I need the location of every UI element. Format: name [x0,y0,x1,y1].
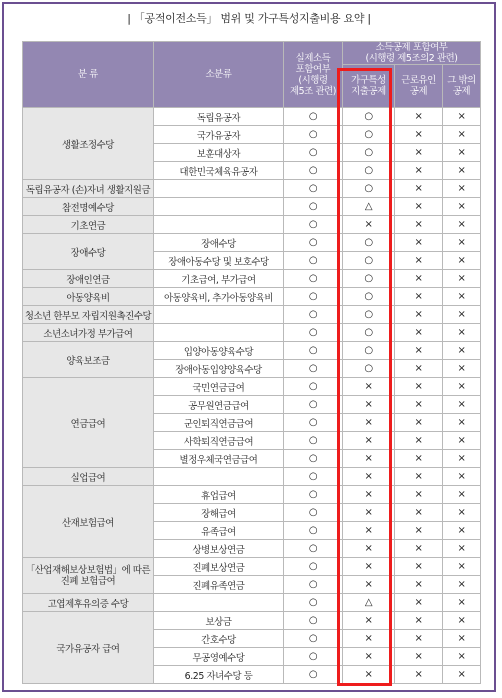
earned-cell: × [395,306,443,324]
category-cell: 청소년 한부모 자립지원촉진수당 [23,306,154,324]
other-cell: × [443,468,481,486]
subcategory-cell: 사학퇴직연금급여 [154,432,284,450]
earned-cell: × [395,648,443,666]
subcategory-cell: 국가유공자 [154,126,284,144]
actual-income-cell: ○ [284,162,343,180]
table-row [23,342,481,360]
category-cell: 아동양육비 [23,288,154,306]
household-cell: × [343,414,395,432]
other-cell: × [443,270,481,288]
household-cell: ○ [343,252,395,270]
subcategory-cell: 대한민국체육유공자 [154,162,284,180]
actual-income-cell: ○ [284,126,343,144]
actual-income-cell: ○ [284,468,343,486]
subcategory-cell [154,594,284,612]
table-row [23,198,481,216]
actual-income-cell: ○ [284,324,343,342]
other-cell: × [443,396,481,414]
header-subcategory: 소분류 [154,42,284,108]
household-cell: ○ [343,288,395,306]
category-cell: 연금급여 [23,378,154,468]
subcategory-cell: 장애수당 [154,234,284,252]
household-cell: × [343,648,395,666]
table-row [23,594,481,612]
earned-cell: × [395,234,443,252]
earned-cell: × [395,180,443,198]
earned-cell: × [395,378,443,396]
other-cell: × [443,144,481,162]
table-row [23,324,481,342]
actual-income-cell: ○ [284,306,343,324]
household-cell: ○ [343,162,395,180]
household-cell: × [343,558,395,576]
subcategory-cell: 장애아동입양양육수당 [154,360,284,378]
household-cell: ○ [343,234,395,252]
household-cell: × [343,216,395,234]
actual-income-cell: ○ [284,234,343,252]
subcategory-cell: 군인퇴직연금급여 [154,414,284,432]
earned-cell: × [395,468,443,486]
subcategory-cell: 보상금 [154,612,284,630]
earned-cell: × [395,540,443,558]
household-cell: ○ [343,306,395,324]
actual-income-cell: ○ [284,612,343,630]
subcategory-cell: 국민연금급여 [154,378,284,396]
subcategory-cell [154,306,284,324]
earned-cell: × [395,252,443,270]
other-cell: × [443,252,481,270]
subcategory-cell: 별정우체국연금급여 [154,450,284,468]
household-cell: × [343,612,395,630]
table-row [23,180,481,198]
household-cell: ○ [343,108,395,126]
household-cell: × [343,378,395,396]
header-other: 그 밖의 공제 [443,65,481,108]
category-cell: 기초연금 [23,216,154,234]
category-cell: 산재보험급여 [23,486,154,558]
other-cell: × [443,522,481,540]
household-cell: ○ [343,360,395,378]
category-cell: 소년소녀가정 부가급여 [23,324,154,342]
subcategory-cell: 장애아동수당 및 보호수당 [154,252,284,270]
actual-income-cell: ○ [284,216,343,234]
other-cell: × [443,216,481,234]
other-cell: × [443,378,481,396]
household-cell: × [343,630,395,648]
category-cell: 「산업재해보상보험법」에 따른 진폐 보험급여 [23,558,154,594]
page-title: | 「공적이전소득」 범위 및 가구특성지출비용 요약 | [127,12,371,25]
table-row [23,612,481,630]
other-cell: × [443,342,481,360]
category-cell: 참전명예수당 [23,198,154,216]
household-cell: × [343,396,395,414]
earned-cell: × [395,594,443,612]
table-row [23,468,481,486]
header-earned: 근로유인 공제 [395,65,443,108]
earned-cell: × [395,396,443,414]
subcategory-cell [154,198,284,216]
subcategory-cell: 보훈대상자 [154,144,284,162]
other-cell: × [443,180,481,198]
table-row [23,558,481,576]
header-actual-income: 실제소득 포함여부 (시행령 제5조 관련) [284,42,343,108]
table-row [23,378,481,396]
actual-income-cell: ○ [284,486,343,504]
earned-cell: × [395,486,443,504]
actual-income-cell: ○ [284,414,343,432]
earned-cell: × [395,144,443,162]
actual-income-cell: ○ [284,540,343,558]
other-cell: × [443,594,481,612]
subcategory-cell: 기초급여, 부가급여 [154,270,284,288]
subcategory-cell: 진폐보상연금 [154,558,284,576]
household-cell: △ [343,198,395,216]
actual-income-cell: ○ [284,270,343,288]
actual-income-cell: ○ [284,288,343,306]
header-household: 가구특성 지출공제 [343,65,395,108]
household-cell: × [343,666,395,684]
household-cell: × [343,540,395,558]
other-cell: × [443,648,481,666]
earned-cell: × [395,288,443,306]
other-cell: × [443,108,481,126]
subcategory-cell: 유족급여 [154,522,284,540]
table-body [23,108,481,684]
actual-income-cell: ○ [284,342,343,360]
actual-income-cell: ○ [284,666,343,684]
earned-cell: × [395,612,443,630]
subcategory-cell: 입양아동양육수당 [154,342,284,360]
earned-cell: × [395,360,443,378]
actual-income-cell: ○ [284,432,343,450]
actual-income-cell: ○ [284,630,343,648]
table-row [23,288,481,306]
earned-cell: × [395,558,443,576]
actual-income-cell: ○ [284,504,343,522]
other-cell: × [443,576,481,594]
actual-income-cell: ○ [284,396,343,414]
earned-cell: × [395,522,443,540]
household-cell: × [343,504,395,522]
category-cell: 장애수당 [23,234,154,270]
other-cell: × [443,612,481,630]
earned-cell: × [395,666,443,684]
actual-income-cell: ○ [284,144,343,162]
subcategory-cell: 아동양육비, 추가아동양육비 [154,288,284,306]
table-row [23,234,481,252]
household-cell: ○ [343,180,395,198]
subcategory-cell [154,180,284,198]
category-cell: 생활조정수당 [23,108,154,180]
subcategory-cell: 장해급여 [154,504,284,522]
category-cell: 양육보조금 [23,342,154,378]
subcategory-cell: 휴업급여 [154,486,284,504]
household-cell: ○ [343,342,395,360]
earned-cell: × [395,216,443,234]
actual-income-cell: ○ [284,378,343,396]
table-row [23,306,481,324]
household-cell: × [343,486,395,504]
other-cell: × [443,450,481,468]
other-cell: × [443,324,481,342]
household-cell: × [343,468,395,486]
other-cell: × [443,288,481,306]
category-cell: 고엽제후유의증 수당 [23,594,154,612]
earned-cell: × [395,630,443,648]
actual-income-cell: ○ [284,252,343,270]
other-cell: × [443,432,481,450]
subcategory-cell [154,468,284,486]
other-cell: × [443,306,481,324]
subcategory-cell: 공무원연금급여 [154,396,284,414]
other-cell: × [443,630,481,648]
actual-income-cell: ○ [284,576,343,594]
actual-income-cell: ○ [284,180,343,198]
earned-cell: × [395,576,443,594]
household-cell: × [343,522,395,540]
other-cell: × [443,540,481,558]
category-cell: 실업급여 [23,468,154,486]
actual-income-cell: ○ [284,558,343,576]
household-cell: ○ [343,144,395,162]
earned-cell: × [395,126,443,144]
household-cell: × [343,432,395,450]
subcategory-cell: 무공영예수당 [154,648,284,666]
other-cell: × [443,126,481,144]
subcategory-cell: 독립유공자 [154,108,284,126]
household-cell: ○ [343,126,395,144]
table-row [23,108,481,126]
header-deduction-group: 소득공제 포함여부 (시행령 제5조의2 관련) [343,42,481,65]
actual-income-cell: ○ [284,360,343,378]
table-row [23,270,481,288]
earned-cell: × [395,342,443,360]
household-cell: ○ [343,324,395,342]
household-cell: × [343,450,395,468]
subcategory-cell [154,324,284,342]
actual-income-cell: ○ [284,198,343,216]
category-cell: 장애인연금 [23,270,154,288]
other-cell: × [443,360,481,378]
actual-income-cell: ○ [284,648,343,666]
earned-cell: × [395,162,443,180]
earned-cell: × [395,108,443,126]
household-cell: △ [343,594,395,612]
subcategory-cell [154,216,284,234]
subcategory-cell: 간호수당 [154,630,284,648]
other-cell: × [443,234,481,252]
earned-cell: × [395,450,443,468]
header-category: 분 류 [23,42,154,108]
earned-cell: × [395,198,443,216]
actual-income-cell: ○ [284,108,343,126]
household-cell: × [343,576,395,594]
summary-table [22,41,481,684]
other-cell: × [443,504,481,522]
other-cell: × [443,162,481,180]
other-cell: × [443,486,481,504]
table-row [23,486,481,504]
actual-income-cell: ○ [284,522,343,540]
category-cell: 국가유공자 급여 [23,612,154,684]
subcategory-cell: 진폐유족연금 [154,576,284,594]
other-cell: × [443,198,481,216]
other-cell: × [443,666,481,684]
category-cell: 독립유공자 (손)자녀 생활지원금 [23,180,154,198]
actual-income-cell: ○ [284,594,343,612]
other-cell: × [443,558,481,576]
table-row [23,216,481,234]
earned-cell: × [395,324,443,342]
subcategory-cell: 상병보상연금 [154,540,284,558]
other-cell: × [443,414,481,432]
earned-cell: × [395,270,443,288]
earned-cell: × [395,414,443,432]
earned-cell: × [395,504,443,522]
household-cell: ○ [343,270,395,288]
earned-cell: × [395,432,443,450]
actual-income-cell: ○ [284,450,343,468]
subcategory-cell: 6.25 자녀수당 등 [154,666,284,684]
